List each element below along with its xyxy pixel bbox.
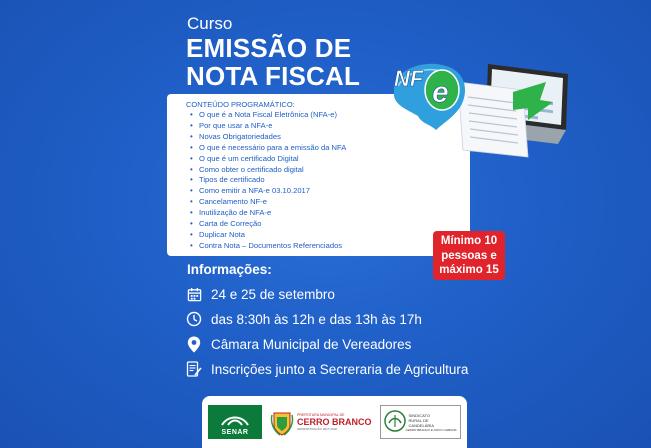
- list-item: • Carta de Correção: [186, 219, 460, 230]
- curso-label: Curso: [187, 14, 233, 33]
- clock-icon: [186, 311, 202, 327]
- prefeitura-name: CERRO BRANCO: [297, 417, 372, 427]
- list-item: • Como obter o certificado digital: [186, 165, 460, 176]
- prefeitura-small-text: PREFEITURA MUNICIPAL DE: [297, 413, 345, 417]
- program-heading: CONTEÚDO PROGRAMÁTICO:: [186, 100, 295, 109]
- list-item: • Tipos de certificado: [186, 175, 460, 186]
- list-item: • Inutilização de NFA-e: [186, 208, 460, 219]
- list-item: • Duplicar Nota: [186, 230, 460, 241]
- info-time-text: das 8:30h às 12h e das 13h às 17h: [211, 311, 422, 327]
- coat-of-arms-icon: [270, 407, 294, 437]
- info-row-registration: [186, 361, 468, 377]
- list-item: • Contra Nota – Documentos Referenciados: [186, 241, 460, 252]
- info-row-time: [186, 311, 422, 327]
- badge-line-1: Mínimo 10: [440, 235, 498, 247]
- senar-logo: [208, 405, 262, 439]
- sindicato-footer-text: CERRO BRANCO E NOVO CABRAIS: [405, 427, 457, 432]
- senar-mark-icon: [220, 413, 250, 427]
- capacity-badge: [433, 231, 505, 280]
- list-item: • Por que usar a NFA-e: [186, 121, 460, 132]
- prefeitura-sub-text: ADMINISTRAÇÃO 2017-2020: [297, 427, 338, 431]
- title-line-1: EMISSÃO DE: [186, 33, 352, 63]
- sindicato-emblem-icon: [384, 409, 406, 435]
- list-item: • O que é a Nota Fiscal Eletrônica (NFA-e): [186, 110, 460, 121]
- location-pin-icon: [186, 336, 202, 352]
- info-registration-text: Inscrições junto a Secreraria de Agricultura: [211, 361, 469, 377]
- list-item: • Cancelamento NF-e: [186, 197, 460, 208]
- sindicato-logo: [380, 405, 461, 439]
- sponsor-footer: [202, 396, 467, 448]
- list-item: • Como emitir a NFA-e 03.10.2017: [186, 186, 460, 197]
- nfe-logo-text: NF: [394, 66, 424, 91]
- title-line-2: NOTA FISCAL: [186, 61, 361, 91]
- list-item: • O que é um certificado Digital: [186, 154, 460, 165]
- sindicato-line-1: SINDICATO: [408, 412, 430, 418]
- nfe-logo-e: e: [432, 76, 449, 109]
- info-location-text: Câmara Municipal de Vereadores: [211, 336, 412, 352]
- info-row-location: [186, 336, 411, 352]
- info-row-date: [186, 286, 335, 302]
- document-pen-icon: [186, 361, 202, 377]
- nfe-logo: [394, 64, 465, 130]
- senar-text: SENAR: [221, 429, 249, 436]
- sindicato-line-2: RURAL DE: [408, 417, 429, 423]
- calendar-icon: [186, 286, 202, 302]
- list-item: • O que é necessário para a emissão da NFA: [186, 143, 460, 154]
- badge-line-3: máximo 15: [439, 264, 499, 276]
- list-item: • Novas Obrigatoriedades: [186, 132, 460, 143]
- sindicato-line-3: CANDELÁRIA: [408, 422, 435, 428]
- page-title: [186, 34, 360, 90]
- prefeitura-logo: [270, 407, 372, 437]
- info-date-text: 24 e 25 de setembro: [211, 286, 335, 302]
- info-title: Informações:: [187, 262, 272, 277]
- nfe-illustration: [388, 52, 578, 172]
- badge-line-2: pessoas e: [441, 249, 497, 262]
